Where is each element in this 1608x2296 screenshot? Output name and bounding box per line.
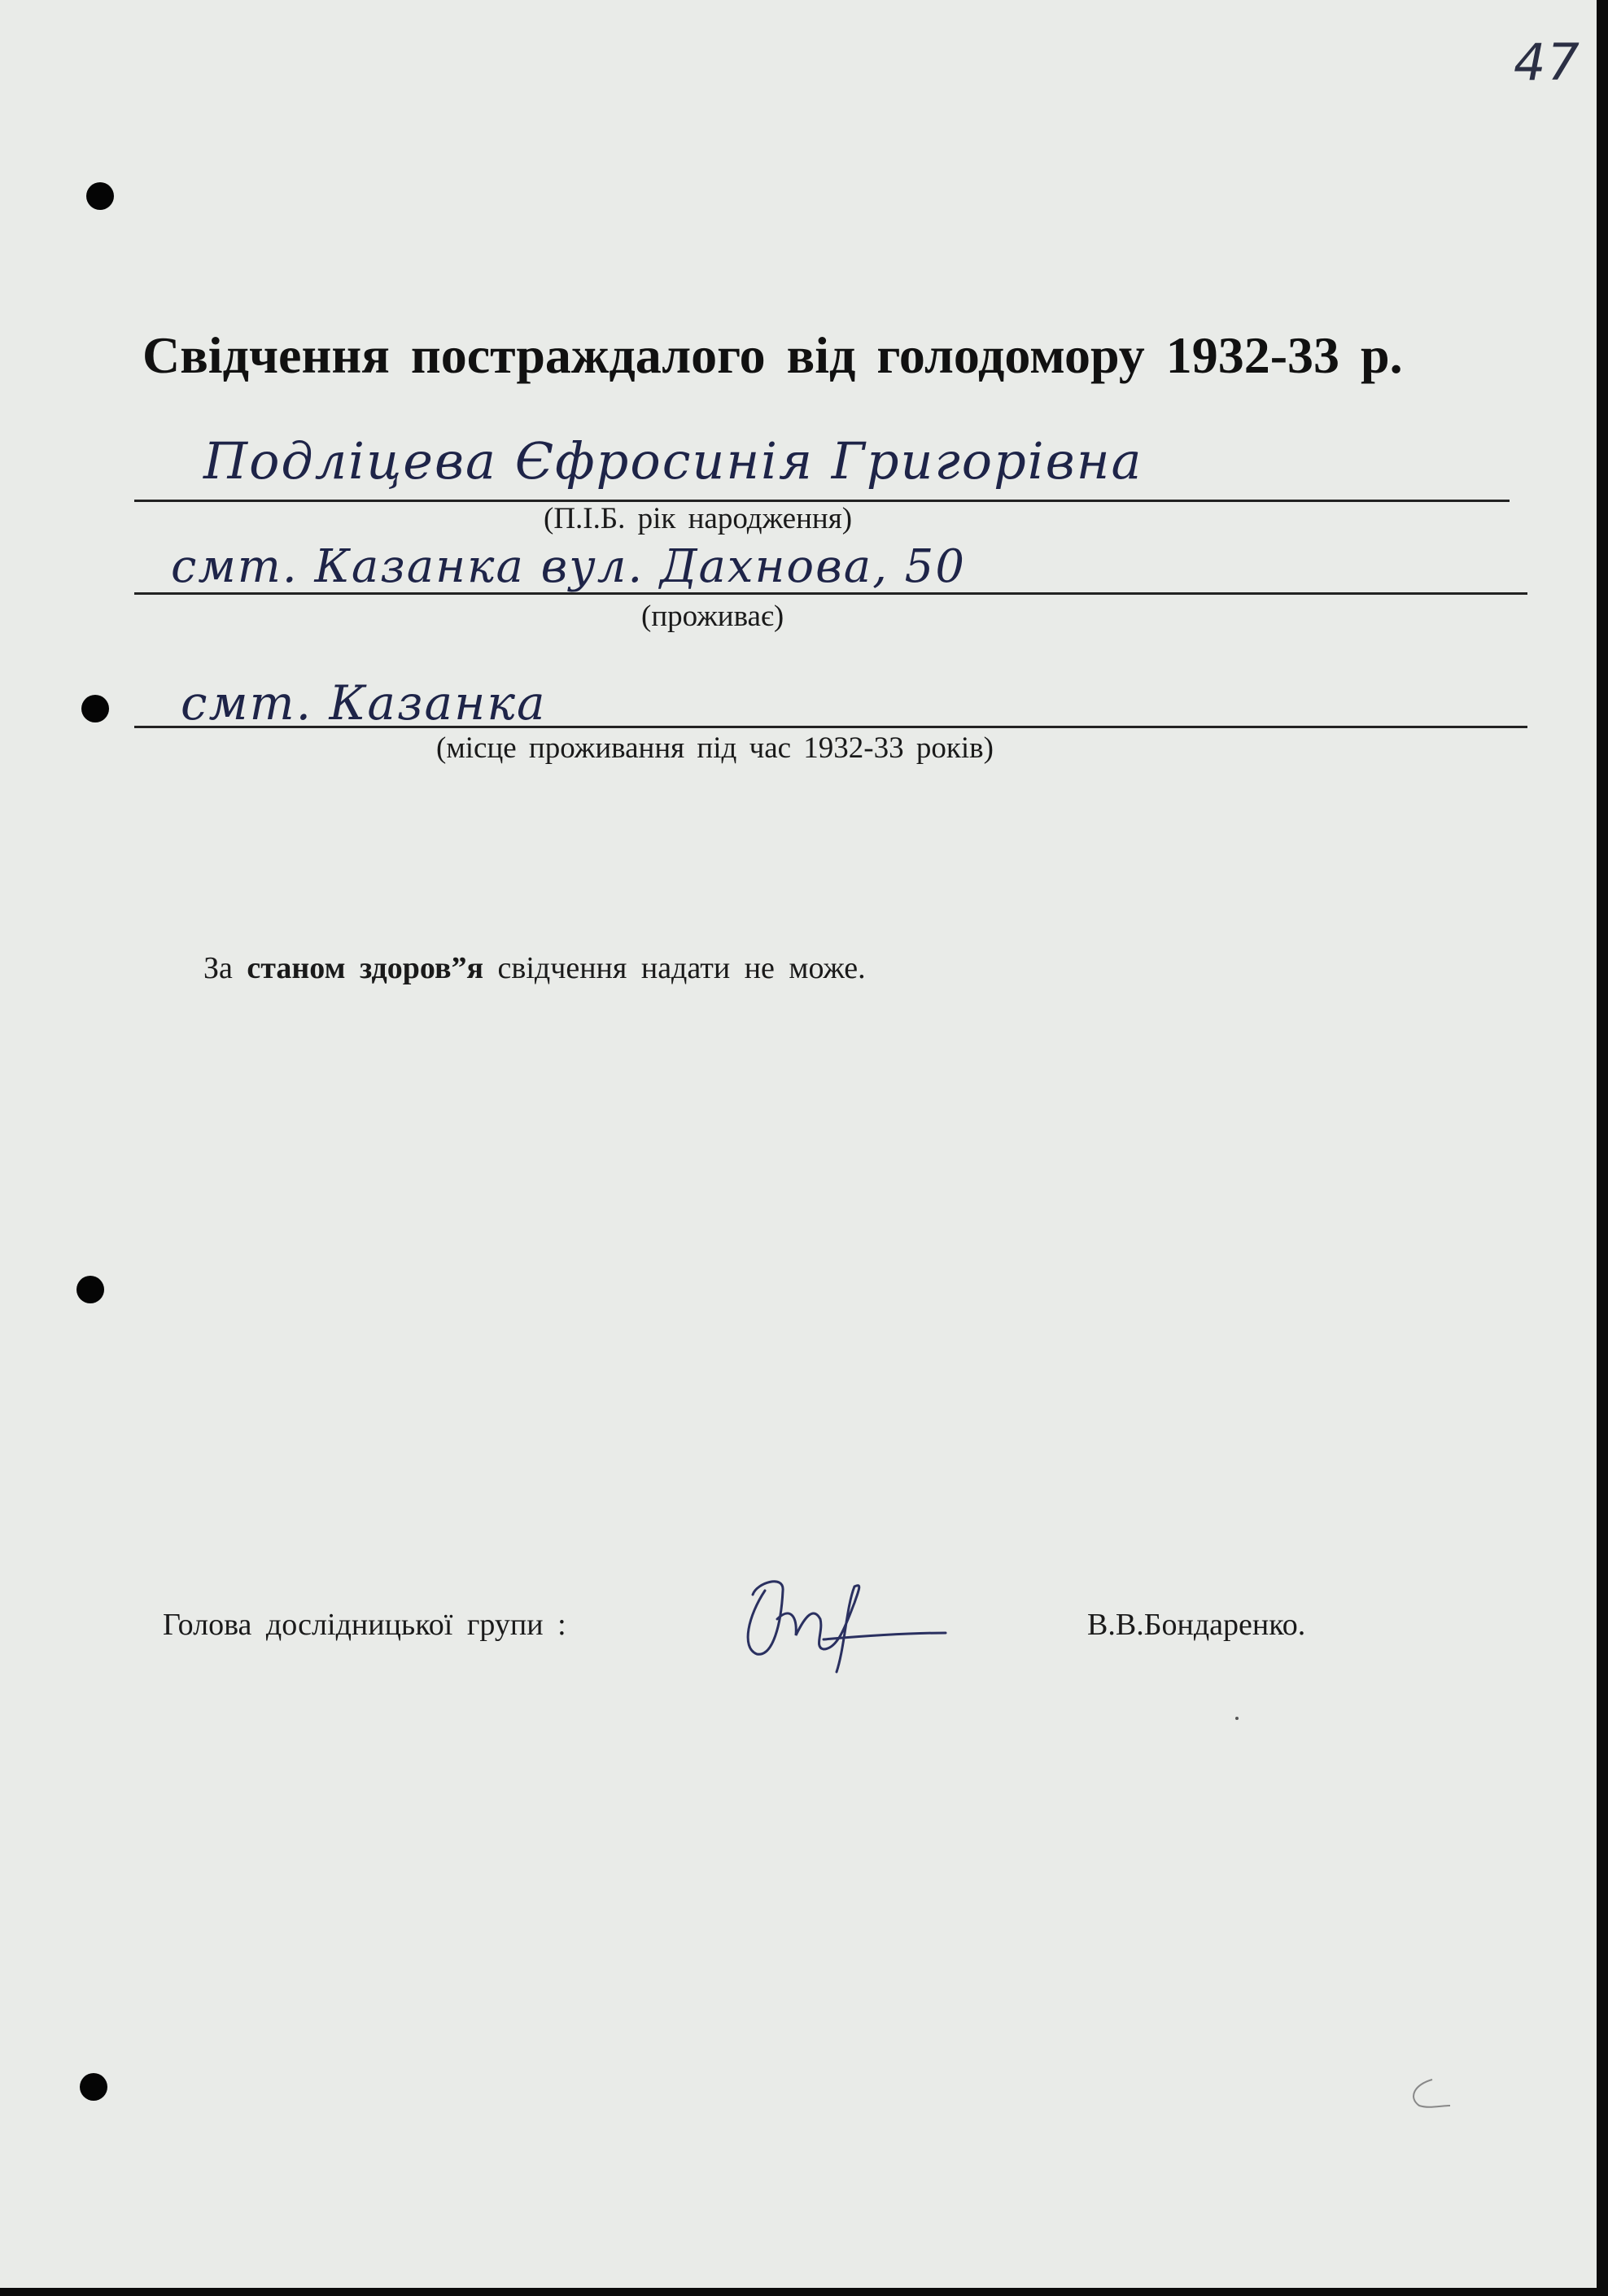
pencil-mark-icon [1400, 2073, 1457, 2114]
statement-bold: станом здоров”я [247, 951, 484, 985]
health-statement [203, 950, 866, 986]
name-caption: (П.І.Б. рік народження) [544, 502, 853, 535]
signature-icon [732, 1558, 960, 1680]
punch-hole [81, 695, 109, 722]
research-group-head-name: В.В.Бондаренко. [1087, 1608, 1306, 1642]
statement-prefix: За [203, 951, 233, 985]
punch-hole [86, 182, 114, 210]
page-number: 47 [1514, 33, 1581, 92]
residence-underline [134, 592, 1527, 595]
residence-caption: (проживає) [641, 600, 784, 633]
residence-1932-value: смт. Казанка [181, 675, 547, 731]
residence-1932-underline [134, 726, 1527, 728]
research-group-head-label: Голова дослідницької групи : [163, 1608, 566, 1642]
document-title: Свідчення постраждалого від голодомору 1932-33 р. [142, 326, 1403, 384]
name-value: Подліцева Єфросинія Григорівна [203, 431, 1143, 491]
residence-1932-caption: (місце проживання під час 1932-33 років) [436, 731, 994, 765]
punch-hole [80, 2073, 107, 2101]
statement-suffix: свідчення надати не може. [497, 951, 866, 985]
ink-speck [1235, 1717, 1239, 1720]
punch-hole [76, 1276, 104, 1303]
residence-value: смт. Казанка вул. Дахнова, 50 [171, 540, 966, 593]
